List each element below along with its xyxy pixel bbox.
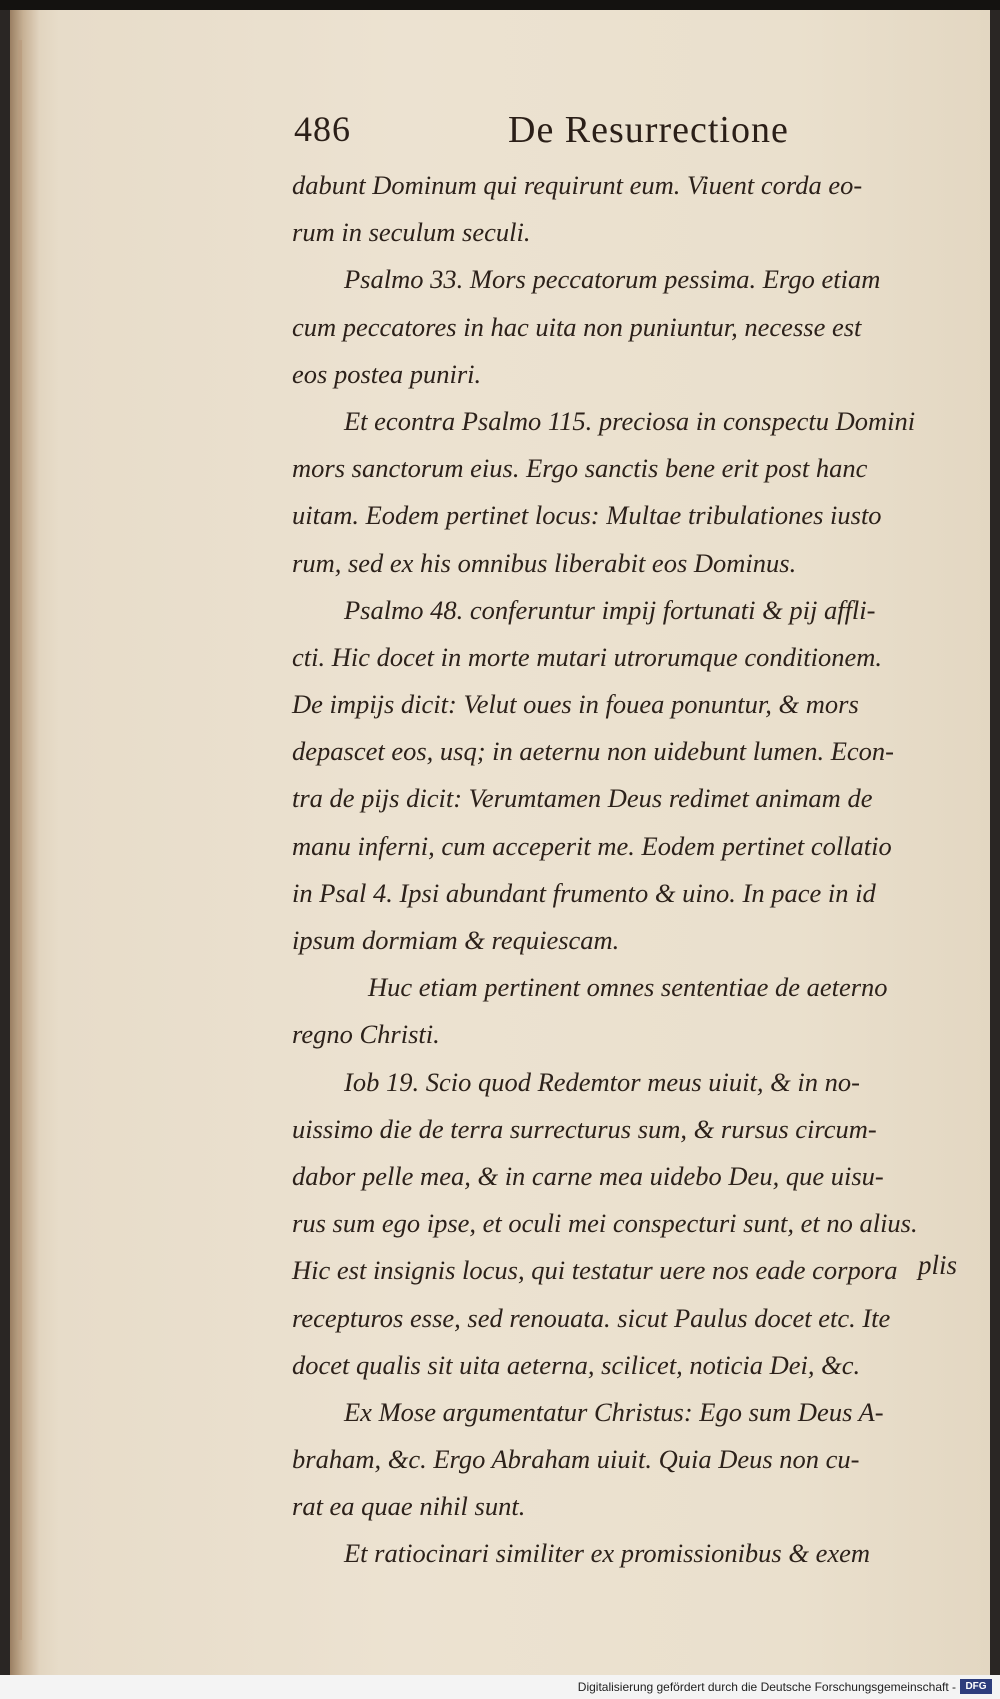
text-line: rum in seculum seculi. (292, 217, 531, 248)
text-line: rat ea quae nihil sunt. (292, 1491, 526, 1522)
text-line: in Psal 4. Ipsi abundant frumento & uino. In pace in id (292, 877, 876, 908)
running-head: De Resurrectione (508, 109, 789, 151)
text-line: Et econtra Psalmo 115. preciosa in conspectu Domini (344, 405, 916, 436)
text-line: ipsum dormiam & requiescam. (292, 925, 620, 955)
body-text (292, 162, 972, 1578)
text-line: Iob 19. Scio quod Redemtor meus uiuit, & in no- (344, 1066, 860, 1097)
dfg-logo: DFG (960, 1679, 992, 1694)
text-line: mors sanctorum eius. Ergo sanctis bene erit post hanc (292, 453, 868, 484)
scan-top-border (0, 0, 1000, 10)
text-line: recepturos esse, sed renouata. sicut Paulus docet etc. Ite (292, 1302, 891, 1333)
text-line: rum, sed ex his omnibus liberabit eos Dominus. (292, 547, 797, 578)
text-line: De impijs dicit: Velut oues in fouea ponuntur, & mors (292, 689, 859, 720)
text-line: dabunt Dominum qui requirunt eum. Viuent corda eo- (292, 170, 863, 200)
text-line: cti. Hic docet in morte mutari utrorumque conditionem. (292, 641, 883, 672)
text-line: Ex Mose argumentatur Christus: Ego sum Deus A- (344, 1396, 884, 1427)
text-line: uitam. Eodem pertinet locus: Multae tribulationes iusto (292, 500, 882, 531)
page-number: 486 (294, 109, 351, 149)
text-line: rus sum ego ipse, et oculi mei conspecturi sunt, et no alius. (292, 1208, 918, 1239)
text-line: dabor pelle mea, & in carne mea uidebo Deu, que uisu- (292, 1160, 884, 1191)
text-line: eos postea puniri. (292, 358, 482, 389)
gutter-shadow (18, 40, 22, 1640)
text-line: Hic est insignis locus, qui testatur uere nos eade corpora (292, 1255, 898, 1286)
text-line: Et ratiocinari similiter ex promissionibus & exem (344, 1538, 871, 1569)
text-line: uissimo die de terra surrecturus sum, & rursus circum- (292, 1113, 877, 1144)
text-line: Huc etiam pertinent omnes sententiae de aeterno (368, 972, 888, 1003)
text-line: manu inferni, cum acceperit me. Eodem pertinet collatio (292, 830, 892, 861)
page-header (290, 108, 970, 160)
text-line: docet qualis sit uita aeterna, scilicet, noticia Dei, &c. (292, 1349, 861, 1380)
text-line: depascet eos, usq; in aeternu non uidebunt lumen. Econ- (292, 736, 895, 767)
page-gutter-edge (10, 10, 40, 1675)
funding-credit: Digitalisierung gefördert durch die Deutsche Forschungsgemeinschaft - (577, 1680, 956, 1694)
text-line: Psalmo 33. Mors peccatorum pessima. Ergo etiam (344, 264, 881, 295)
text-line: regno Christi. (292, 1019, 440, 1050)
text-line: braham, &c. Ergo Abraham uiuit. Quia Deus non cu- (292, 1444, 860, 1475)
text-line: tra de pijs dicit: Verumtamen Deus redimet animam de (292, 783, 873, 814)
text-line: Psalmo 48. conferuntur impij fortunati & pij affli- (344, 594, 876, 625)
catchword: plis (918, 1250, 958, 1280)
text-line: cum peccatores in hac uita non puniuntur, necesse est (292, 311, 862, 342)
